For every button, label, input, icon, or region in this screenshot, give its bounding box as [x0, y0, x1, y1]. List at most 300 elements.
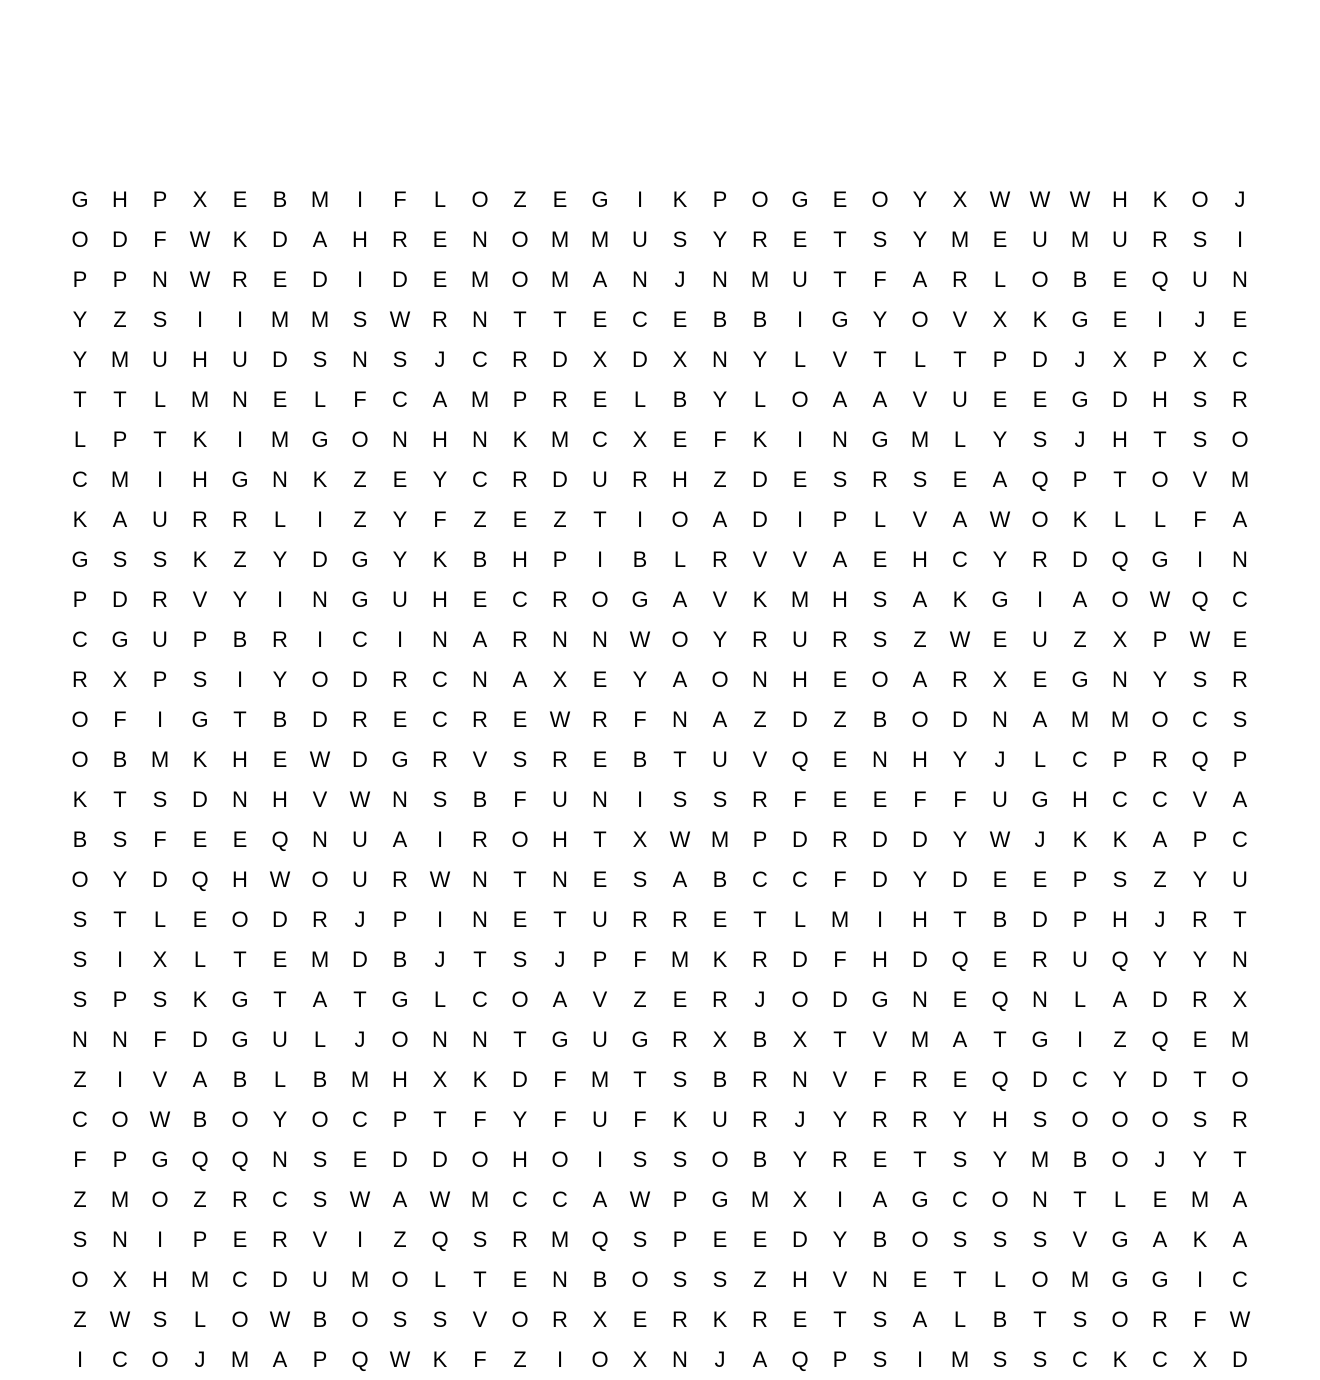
grid-letter[interactable]: N: [432, 1027, 448, 1052]
grid-letter[interactable]: G: [791, 187, 809, 212]
grid-letter[interactable]: O: [1031, 267, 1049, 292]
grid-letter[interactable]: H: [232, 747, 248, 772]
grid-letter[interactable]: B: [872, 1227, 888, 1252]
grid-letter[interactable]: S: [152, 787, 168, 812]
grid-letter[interactable]: O: [71, 227, 89, 252]
grid-letter[interactable]: Z: [113, 307, 127, 332]
grid-letter[interactable]: U: [232, 347, 248, 372]
grid-letter[interactable]: P: [1192, 827, 1208, 852]
grid-letter[interactable]: R: [512, 1227, 528, 1252]
grid-letter[interactable]: O: [511, 1307, 529, 1332]
grid-letter[interactable]: R: [632, 467, 648, 492]
grid-letter[interactable]: P: [1072, 907, 1088, 932]
grid-letter[interactable]: S: [1192, 227, 1208, 252]
grid-letter[interactable]: A: [1112, 987, 1128, 1012]
grid-letter[interactable]: O: [231, 907, 249, 932]
grid-letter[interactable]: R: [752, 787, 768, 812]
grid-letter[interactable]: N: [632, 267, 648, 292]
grid-letter[interactable]: Q: [191, 867, 209, 892]
grid-letter[interactable]: N: [312, 587, 328, 612]
grid-letter[interactable]: R: [1032, 547, 1048, 572]
grid-letter[interactable]: D: [1232, 1347, 1248, 1372]
grid-letter[interactable]: B: [592, 1267, 608, 1292]
grid-letter[interactable]: T: [473, 1267, 487, 1292]
grid-letter[interactable]: D: [752, 467, 768, 492]
grid-letter[interactable]: V: [312, 787, 328, 812]
grid-letter[interactable]: M: [310, 307, 330, 332]
grid-letter[interactable]: X: [792, 1027, 808, 1052]
grid-letter[interactable]: B: [392, 947, 408, 972]
grid-letter[interactable]: H: [792, 1267, 808, 1292]
grid-letter[interactable]: B: [712, 307, 728, 332]
grid-letter[interactable]: N: [392, 427, 408, 452]
grid-letter[interactable]: U: [792, 267, 808, 292]
grid-letter[interactable]: R: [352, 707, 368, 732]
grid-letter[interactable]: H: [992, 1107, 1008, 1132]
grid-letter[interactable]: R: [232, 267, 248, 292]
grid-letter[interactable]: Y: [912, 227, 928, 252]
grid-letter[interactable]: S: [632, 867, 648, 892]
grid-letter[interactable]: D: [192, 1027, 208, 1052]
grid-letter[interactable]: O: [551, 1147, 569, 1172]
grid-letter[interactable]: C: [272, 1187, 288, 1212]
grid-letter[interactable]: D: [1152, 1067, 1168, 1092]
grid-letter[interactable]: U: [152, 507, 168, 532]
grid-letter[interactable]: S: [952, 1227, 968, 1252]
grid-letter[interactable]: V: [312, 1227, 328, 1252]
grid-letter[interactable]: L: [793, 347, 807, 372]
grid-letter[interactable]: G: [351, 587, 369, 612]
grid-letter[interactable]: C: [472, 347, 488, 372]
grid-letter[interactable]: I: [236, 667, 244, 692]
grid-letter[interactable]: I: [796, 507, 804, 532]
grid-letter[interactable]: W: [989, 827, 1011, 852]
grid-letter[interactable]: B: [992, 907, 1008, 932]
grid-letter[interactable]: R: [752, 627, 768, 652]
grid-letter[interactable]: I: [356, 187, 364, 212]
grid-letter[interactable]: R: [912, 1107, 928, 1132]
grid-letter[interactable]: S: [112, 827, 128, 852]
grid-letter[interactable]: E: [832, 747, 848, 772]
grid-letter[interactable]: N: [472, 907, 488, 932]
grid-letter[interactable]: K: [72, 507, 88, 532]
grid-letter[interactable]: M: [750, 267, 770, 292]
grid-letter[interactable]: S: [432, 787, 448, 812]
grid-letter[interactable]: H: [792, 667, 808, 692]
grid-letter[interactable]: T: [833, 227, 847, 252]
grid-letter[interactable]: D: [272, 907, 288, 932]
grid-letter[interactable]: N: [832, 427, 848, 452]
grid-letter[interactable]: N: [552, 1267, 568, 1292]
grid-letter[interactable]: S: [1192, 1107, 1208, 1132]
grid-letter[interactable]: I: [76, 1347, 84, 1372]
grid-letter[interactable]: E: [672, 307, 688, 332]
grid-letter[interactable]: S: [152, 547, 168, 572]
grid-letter[interactable]: I: [396, 627, 404, 652]
grid-letter[interactable]: M: [110, 467, 130, 492]
grid-letter[interactable]: O: [791, 387, 809, 412]
grid-letter[interactable]: K: [512, 427, 528, 452]
grid-letter[interactable]: H: [832, 587, 848, 612]
grid-letter[interactable]: U: [152, 627, 168, 652]
grid-letter[interactable]: G: [551, 1027, 569, 1052]
grid-letter[interactable]: P: [192, 1227, 208, 1252]
grid-letter[interactable]: X: [1112, 627, 1128, 652]
grid-letter[interactable]: O: [391, 1267, 409, 1292]
grid-letter[interactable]: F: [553, 1107, 567, 1132]
grid-letter[interactable]: D: [792, 827, 808, 852]
grid-letter[interactable]: N: [792, 1067, 808, 1092]
grid-letter[interactable]: I: [1196, 1267, 1204, 1292]
grid-letter[interactable]: L: [913, 347, 927, 372]
grid-letter[interactable]: D: [512, 1067, 528, 1092]
grid-letter[interactable]: E: [992, 627, 1008, 652]
grid-letter[interactable]: W: [189, 227, 211, 252]
grid-letter[interactable]: N: [112, 1027, 128, 1052]
grid-letter[interactable]: E: [792, 227, 808, 252]
grid-letter[interactable]: R: [712, 987, 728, 1012]
grid-letter[interactable]: P: [1152, 627, 1168, 652]
grid-letter[interactable]: I: [236, 427, 244, 452]
grid-letter[interactable]: A: [832, 387, 848, 412]
grid-letter[interactable]: E: [632, 1307, 648, 1332]
grid-letter[interactable]: F: [433, 507, 447, 532]
grid-letter[interactable]: S: [992, 1227, 1008, 1252]
grid-letter[interactable]: P: [1072, 467, 1088, 492]
grid-letter[interactable]: A: [752, 1347, 768, 1372]
grid-letter[interactable]: R: [432, 307, 448, 332]
grid-letter[interactable]: C: [1072, 747, 1088, 772]
grid-letter[interactable]: R: [752, 1307, 768, 1332]
grid-letter[interactable]: T: [1233, 1147, 1247, 1172]
grid-letter[interactable]: I: [116, 947, 124, 972]
grid-letter[interactable]: S: [832, 467, 848, 492]
grid-letter[interactable]: N: [1032, 1187, 1048, 1212]
grid-letter[interactable]: A: [112, 507, 128, 532]
grid-letter[interactable]: S: [352, 307, 368, 332]
grid-letter[interactable]: I: [1156, 307, 1164, 332]
grid-letter[interactable]: T: [633, 1067, 647, 1092]
grid-letter[interactable]: S: [672, 1147, 688, 1172]
grid-letter[interactable]: W: [109, 1307, 131, 1332]
grid-letter[interactable]: F: [633, 707, 647, 732]
grid-letter[interactable]: Y: [1192, 947, 1208, 972]
grid-letter[interactable]: Y: [272, 547, 288, 572]
grid-letter[interactable]: S: [672, 1267, 688, 1292]
grid-letter[interactable]: M: [790, 587, 810, 612]
grid-letter[interactable]: Z: [513, 187, 527, 212]
grid-letter[interactable]: N: [432, 627, 448, 652]
grid-letter[interactable]: T: [553, 307, 567, 332]
grid-letter[interactable]: K: [192, 427, 208, 452]
grid-letter[interactable]: O: [351, 1307, 369, 1332]
grid-letter[interactable]: H: [912, 747, 928, 772]
grid-letter[interactable]: N: [1112, 667, 1128, 692]
grid-letter[interactable]: I: [116, 1067, 124, 1092]
grid-letter[interactable]: M: [1230, 467, 1250, 492]
grid-letter[interactable]: H: [912, 907, 928, 932]
grid-letter[interactable]: W: [629, 1187, 651, 1212]
grid-letter[interactable]: C: [352, 1107, 368, 1132]
grid-letter[interactable]: H: [192, 347, 208, 372]
grid-letter[interactable]: G: [191, 707, 209, 732]
grid-letter[interactable]: U: [952, 387, 968, 412]
grid-letter[interactable]: C: [392, 387, 408, 412]
grid-letter[interactable]: I: [1076, 1027, 1084, 1052]
grid-letter[interactable]: H: [872, 947, 888, 972]
grid-letter[interactable]: D: [1032, 1067, 1048, 1092]
grid-letter[interactable]: Q: [791, 1347, 809, 1372]
grid-letter[interactable]: D: [952, 707, 968, 732]
grid-letter[interactable]: D: [272, 227, 288, 252]
grid-letter[interactable]: Z: [233, 547, 247, 572]
grid-letter[interactable]: X: [592, 1307, 608, 1332]
grid-letter[interactable]: S: [112, 547, 128, 572]
grid-letter[interactable]: M: [1190, 1187, 1210, 1212]
grid-letter[interactable]: W: [1069, 187, 1091, 212]
grid-letter[interactable]: C: [72, 467, 88, 492]
grid-letter[interactable]: D: [792, 707, 808, 732]
grid-letter[interactable]: G: [71, 187, 89, 212]
grid-letter[interactable]: S: [992, 1347, 1008, 1372]
grid-letter[interactable]: I: [636, 787, 644, 812]
grid-letter[interactable]: C: [1152, 1347, 1168, 1372]
grid-letter[interactable]: E: [512, 507, 528, 532]
grid-letter[interactable]: L: [873, 507, 887, 532]
grid-letter[interactable]: G: [311, 427, 329, 452]
grid-letter[interactable]: O: [1111, 1307, 1129, 1332]
grid-letter[interactable]: N: [872, 747, 888, 772]
grid-letter[interactable]: S: [1192, 427, 1208, 452]
grid-letter[interactable]: F: [633, 1107, 647, 1132]
grid-letter[interactable]: K: [312, 467, 328, 492]
grid-letter[interactable]: R: [552, 747, 568, 772]
grid-letter[interactable]: Y: [992, 427, 1008, 452]
grid-letter[interactable]: E: [552, 187, 568, 212]
grid-letter[interactable]: Y: [632, 667, 648, 692]
grid-letter[interactable]: N: [472, 667, 488, 692]
grid-letter[interactable]: S: [512, 947, 528, 972]
grid-letter[interactable]: Y: [792, 1147, 808, 1172]
grid-letter[interactable]: S: [512, 747, 528, 772]
grid-letter[interactable]: R: [1232, 387, 1248, 412]
grid-letter[interactable]: N: [112, 1227, 128, 1252]
grid-letter[interactable]: I: [436, 907, 444, 932]
grid-letter[interactable]: M: [550, 227, 570, 252]
grid-letter[interactable]: S: [312, 347, 328, 372]
grid-letter[interactable]: D: [392, 1147, 408, 1172]
grid-letter[interactable]: N: [272, 467, 288, 492]
grid-letter[interactable]: V: [792, 547, 808, 572]
grid-letter[interactable]: I: [316, 507, 324, 532]
grid-letter[interactable]: W: [1149, 587, 1171, 612]
grid-letter[interactable]: A: [712, 507, 728, 532]
grid-letter[interactable]: Q: [991, 987, 1009, 1012]
grid-letter[interactable]: P: [752, 827, 768, 852]
grid-letter[interactable]: G: [631, 1027, 649, 1052]
grid-letter[interactable]: E: [432, 227, 448, 252]
grid-letter[interactable]: R: [512, 347, 528, 372]
grid-letter[interactable]: B: [672, 387, 688, 412]
grid-letter[interactable]: E: [1232, 307, 1248, 332]
grid-letter[interactable]: I: [156, 707, 164, 732]
grid-letter[interactable]: U: [1072, 947, 1088, 972]
grid-letter[interactable]: W: [1029, 187, 1051, 212]
grid-letter[interactable]: F: [153, 227, 167, 252]
grid-letter[interactable]: U: [992, 787, 1008, 812]
grid-letter[interactable]: E: [1032, 387, 1048, 412]
grid-letter[interactable]: N: [472, 1027, 488, 1052]
grid-letter[interactable]: P: [1152, 347, 1168, 372]
grid-letter[interactable]: W: [549, 707, 571, 732]
grid-letter[interactable]: J: [1154, 907, 1166, 932]
grid-letter[interactable]: P: [112, 1147, 128, 1172]
grid-letter[interactable]: O: [911, 707, 929, 732]
grid-letter[interactable]: E: [1112, 267, 1128, 292]
grid-letter[interactable]: T: [673, 747, 687, 772]
grid-letter[interactable]: B: [112, 747, 128, 772]
grid-letter[interactable]: K: [752, 587, 768, 612]
grid-letter[interactable]: J: [1154, 1147, 1166, 1172]
grid-letter[interactable]: A: [1232, 507, 1248, 532]
grid-letter[interactable]: I: [1236, 227, 1244, 252]
grid-letter[interactable]: Q: [991, 1067, 1009, 1092]
grid-letter[interactable]: H: [1152, 387, 1168, 412]
grid-letter[interactable]: I: [156, 1227, 164, 1252]
grid-letter[interactable]: X: [672, 347, 688, 372]
grid-letter[interactable]: K: [72, 787, 88, 812]
grid-letter[interactable]: T: [433, 1107, 447, 1132]
grid-letter[interactable]: M: [1070, 227, 1090, 252]
grid-letter[interactable]: L: [753, 387, 767, 412]
grid-letter[interactable]: T: [73, 387, 87, 412]
grid-letter[interactable]: D: [192, 787, 208, 812]
grid-letter[interactable]: N: [392, 787, 408, 812]
grid-letter[interactable]: E: [512, 907, 528, 932]
grid-letter[interactable]: S: [1192, 387, 1208, 412]
grid-letter[interactable]: Z: [1073, 627, 1087, 652]
grid-letter[interactable]: Y: [112, 867, 128, 892]
grid-letter[interactable]: E: [592, 387, 608, 412]
grid-letter[interactable]: R: [392, 867, 408, 892]
grid-letter[interactable]: N: [472, 307, 488, 332]
grid-letter[interactable]: P: [192, 627, 208, 652]
grid-letter[interactable]: Q: [1191, 587, 1209, 612]
grid-letter[interactable]: K: [1112, 1347, 1128, 1372]
grid-letter[interactable]: R: [1192, 987, 1208, 1012]
grid-letter[interactable]: B: [472, 787, 488, 812]
grid-letter[interactable]: E: [992, 947, 1008, 972]
grid-letter[interactable]: E: [712, 907, 728, 932]
grid-letter[interactable]: M: [590, 227, 610, 252]
grid-letter[interactable]: N: [152, 267, 168, 292]
grid-letter[interactable]: Y: [872, 307, 888, 332]
grid-letter[interactable]: R: [672, 1307, 688, 1332]
grid-letter[interactable]: Z: [633, 987, 647, 1012]
grid-letter[interactable]: O: [391, 1027, 409, 1052]
grid-letter[interactable]: Z: [1113, 1027, 1127, 1052]
grid-letter[interactable]: M: [750, 1187, 770, 1212]
grid-letter[interactable]: I: [1036, 587, 1044, 612]
grid-letter[interactable]: U: [352, 867, 368, 892]
grid-letter[interactable]: L: [633, 387, 647, 412]
grid-letter[interactable]: Z: [193, 1187, 207, 1212]
grid-letter[interactable]: Q: [231, 1147, 249, 1172]
grid-letter[interactable]: V: [752, 747, 768, 772]
grid-letter[interactable]: A: [832, 547, 848, 572]
grid-letter[interactable]: G: [631, 587, 649, 612]
grid-letter[interactable]: Z: [73, 1187, 87, 1212]
grid-letter[interactable]: O: [711, 1147, 729, 1172]
grid-letter[interactable]: M: [310, 947, 330, 972]
grid-letter[interactable]: Y: [72, 307, 88, 332]
grid-letter[interactable]: O: [311, 667, 329, 692]
grid-letter[interactable]: W: [629, 627, 651, 652]
grid-letter[interactable]: Y: [1152, 947, 1168, 972]
grid-letter[interactable]: V: [472, 747, 488, 772]
grid-letter[interactable]: G: [871, 987, 889, 1012]
grid-letter[interactable]: C: [1192, 707, 1208, 732]
grid-letter[interactable]: E: [832, 187, 848, 212]
grid-letter[interactable]: F: [153, 827, 167, 852]
grid-letter[interactable]: R: [752, 227, 768, 252]
grid-letter[interactable]: A: [272, 1347, 288, 1372]
grid-letter[interactable]: F: [513, 787, 527, 812]
grid-letter[interactable]: W: [429, 867, 451, 892]
grid-letter[interactable]: E: [752, 1227, 768, 1252]
grid-letter[interactable]: C: [72, 627, 88, 652]
grid-letter[interactable]: Q: [1151, 267, 1169, 292]
grid-letter[interactable]: L: [993, 1267, 1007, 1292]
grid-letter[interactable]: T: [113, 907, 127, 932]
grid-letter[interactable]: E: [832, 787, 848, 812]
grid-letter[interactable]: S: [632, 1147, 648, 1172]
grid-letter[interactable]: H: [272, 787, 288, 812]
grid-letter[interactable]: C: [1072, 1347, 1088, 1372]
grid-letter[interactable]: S: [952, 1147, 968, 1172]
grid-letter[interactable]: O: [1111, 1147, 1129, 1172]
grid-letter[interactable]: T: [233, 707, 247, 732]
grid-letter[interactable]: E: [912, 1267, 928, 1292]
grid-letter[interactable]: R: [752, 947, 768, 972]
grid-letter[interactable]: J: [434, 347, 446, 372]
grid-letter[interactable]: F: [473, 1347, 487, 1372]
grid-letter[interactable]: S: [152, 1307, 168, 1332]
grid-letter[interactable]: Z: [553, 507, 567, 532]
grid-letter[interactable]: E: [1152, 1187, 1168, 1212]
grid-letter[interactable]: D: [392, 267, 408, 292]
grid-letter[interactable]: U: [352, 827, 368, 852]
grid-letter[interactable]: S: [872, 587, 888, 612]
grid-letter[interactable]: G: [231, 467, 249, 492]
grid-letter[interactable]: U: [592, 467, 608, 492]
grid-letter[interactable]: S: [312, 1147, 328, 1172]
grid-letter[interactable]: M: [470, 267, 490, 292]
grid-letter[interactable]: O: [991, 1187, 1009, 1212]
grid-letter[interactable]: S: [312, 1187, 328, 1212]
grid-letter[interactable]: W: [269, 867, 291, 892]
grid-letter[interactable]: D: [792, 1227, 808, 1252]
grid-letter[interactable]: S: [152, 987, 168, 1012]
grid-letter[interactable]: B: [272, 707, 288, 732]
grid-letter[interactable]: R: [472, 827, 488, 852]
grid-letter[interactable]: A: [872, 387, 888, 412]
grid-letter[interactable]: E: [952, 1067, 968, 1092]
grid-letter[interactable]: J: [354, 907, 366, 932]
grid-letter[interactable]: K: [1192, 1227, 1208, 1252]
grid-letter[interactable]: I: [596, 1147, 604, 1172]
grid-letter[interactable]: G: [711, 1187, 729, 1212]
